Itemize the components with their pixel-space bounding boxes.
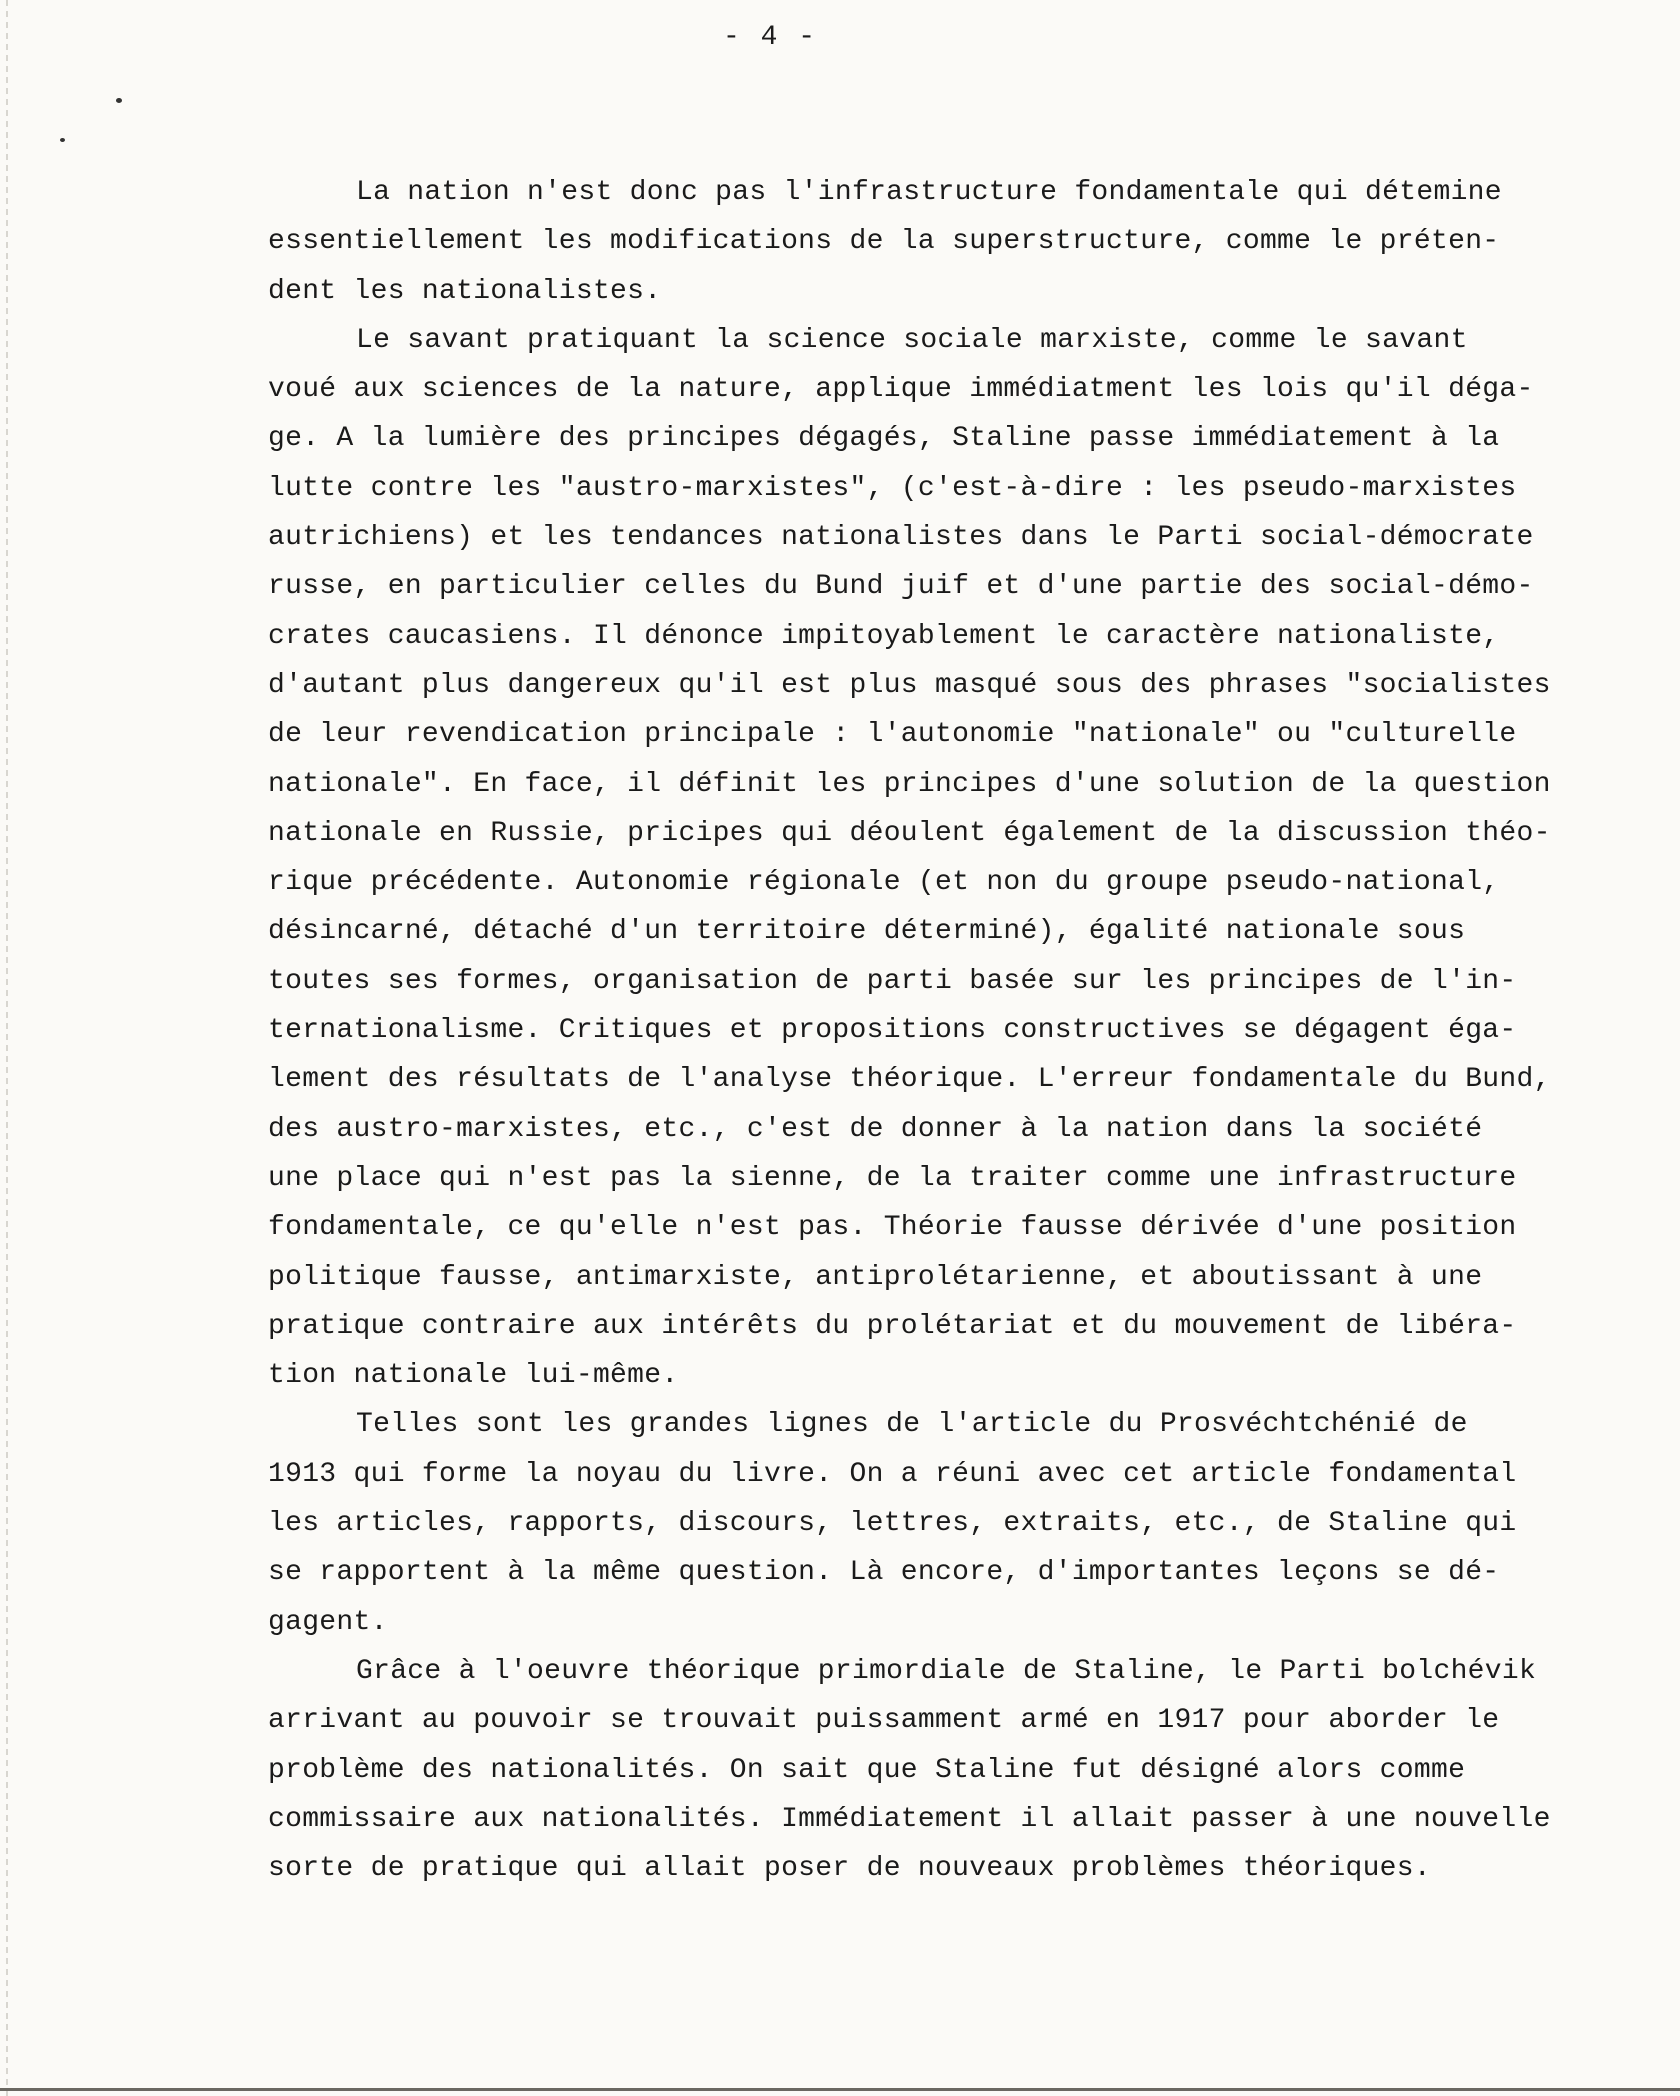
text-line: arrivant au pouvoir se trouvait puissamment armé en 1917 pour aborder le (268, 1705, 1500, 1737)
text-line: toutes ses formes, organisation de parti basée sur les principes de l'in- (268, 965, 1517, 997)
ink-speck (60, 138, 65, 142)
text-line: russe, en particulier celles du Bund juif et d'une partie des social-démo- (268, 571, 1534, 603)
body-text (268, 168, 1668, 1893)
text-line: 1913 qui forme la noyau du livre. On a réuni avec cet article fondamental (268, 1458, 1517, 1490)
page-bottom-edge (0, 2088, 1680, 2091)
text-line: nationale en Russie, pricipes qui déoulent également de la discussion théo- (268, 817, 1551, 849)
text-line: problème des nationalités. On sait que Staline fut désigné alors comme (268, 1754, 1466, 1786)
text-line: sorte de pratique qui allait poser de nouveaux problèmes théoriques. (268, 1853, 1431, 1885)
text-line: ge. A la lumière des principes dégagés, Staline passe immédiatement à la (268, 423, 1500, 455)
text-line: crates caucasiens. Il dénonce impitoyablement le caractère nationaliste, (268, 620, 1500, 652)
text-line: tion nationale lui-même. (268, 1360, 679, 1392)
text-line: ternationalisme. Critiques et propositions constructives se dégagent éga- (268, 1015, 1517, 1047)
text-line: voué aux sciences de la nature, applique immédiatment les lois qu'il déga- (268, 374, 1534, 406)
text-line: des austro-marxistes, etc., c'est de donner à la nation dans la société (268, 1113, 1483, 1145)
text-line: politique fausse, antimarxiste, antiprolétarienne, et aboutissant à une (268, 1261, 1483, 1293)
ink-speck (116, 98, 122, 103)
text-line: Grâce à l'oeuvre théorique primordiale de Staline, le Parti bolchévik (356, 1655, 1537, 1687)
text-line: Telles sont les grandes lignes de l'article du Prosvéchtchénié de (356, 1409, 1468, 1441)
text-line: Le savant pratiquant la science sociale marxiste, comme le savant (356, 324, 1468, 356)
text-line: essentiellement les modifications de la superstructure, comme le préten- (268, 226, 1500, 258)
text-line: une place qui n'est pas la sienne, de la traiter comme une infrastructure (268, 1162, 1517, 1194)
text-line: de leur revendication principale : l'autonomie "nationale" ou "culturelle (268, 719, 1517, 751)
text-line: dent les nationalistes. (268, 275, 662, 307)
text-line: gagent. (268, 1606, 388, 1638)
text-line: rique précédente. Autonomie régionale (et non du groupe pseudo-national, (268, 867, 1500, 899)
text-line: désincarné, détaché d'un territoire déterminé), égalité nationale sous (268, 916, 1466, 948)
text-line: fondamentale, ce qu'elle n'est pas. Théorie fausse dérivée d'une position (268, 1212, 1517, 1244)
text-line: pratique contraire aux intérêts du prolétariat et du mouvement de libéra- (268, 1310, 1517, 1342)
page-left-edge (6, 0, 8, 2096)
text-line: autrichiens) et les tendances nationalistes dans le Parti social-démocrate (268, 522, 1534, 554)
page-number: - 4 - (722, 22, 817, 53)
text-line: nationale". En face, il définit les principes d'une solution de la question (268, 768, 1551, 800)
text-line: La nation n'est donc pas l'infrastructure fondamentale qui détemine (356, 177, 1502, 208)
text-line: commissaire aux nationalités. Immédiatement il allait passer à une nouvelle (268, 1803, 1551, 1835)
text-line: lutte contre les "austro-marxistes", (c'est-à-dire : les pseudo-marxistes (268, 472, 1517, 504)
text-line: d'autant plus dangereux qu'il est plus masqué sous des phrases "socialistes (268, 669, 1551, 701)
text-line: les articles, rapports, discours, lettres, extraits, etc., de Staline qui (268, 1508, 1517, 1540)
text-line: lement des résultats de l'analyse théorique. L'erreur fondamentale du Bund, (268, 1064, 1551, 1096)
text-line: se rapportent à la même question. Là encore, d'importantes leçons se dé- (268, 1557, 1500, 1589)
